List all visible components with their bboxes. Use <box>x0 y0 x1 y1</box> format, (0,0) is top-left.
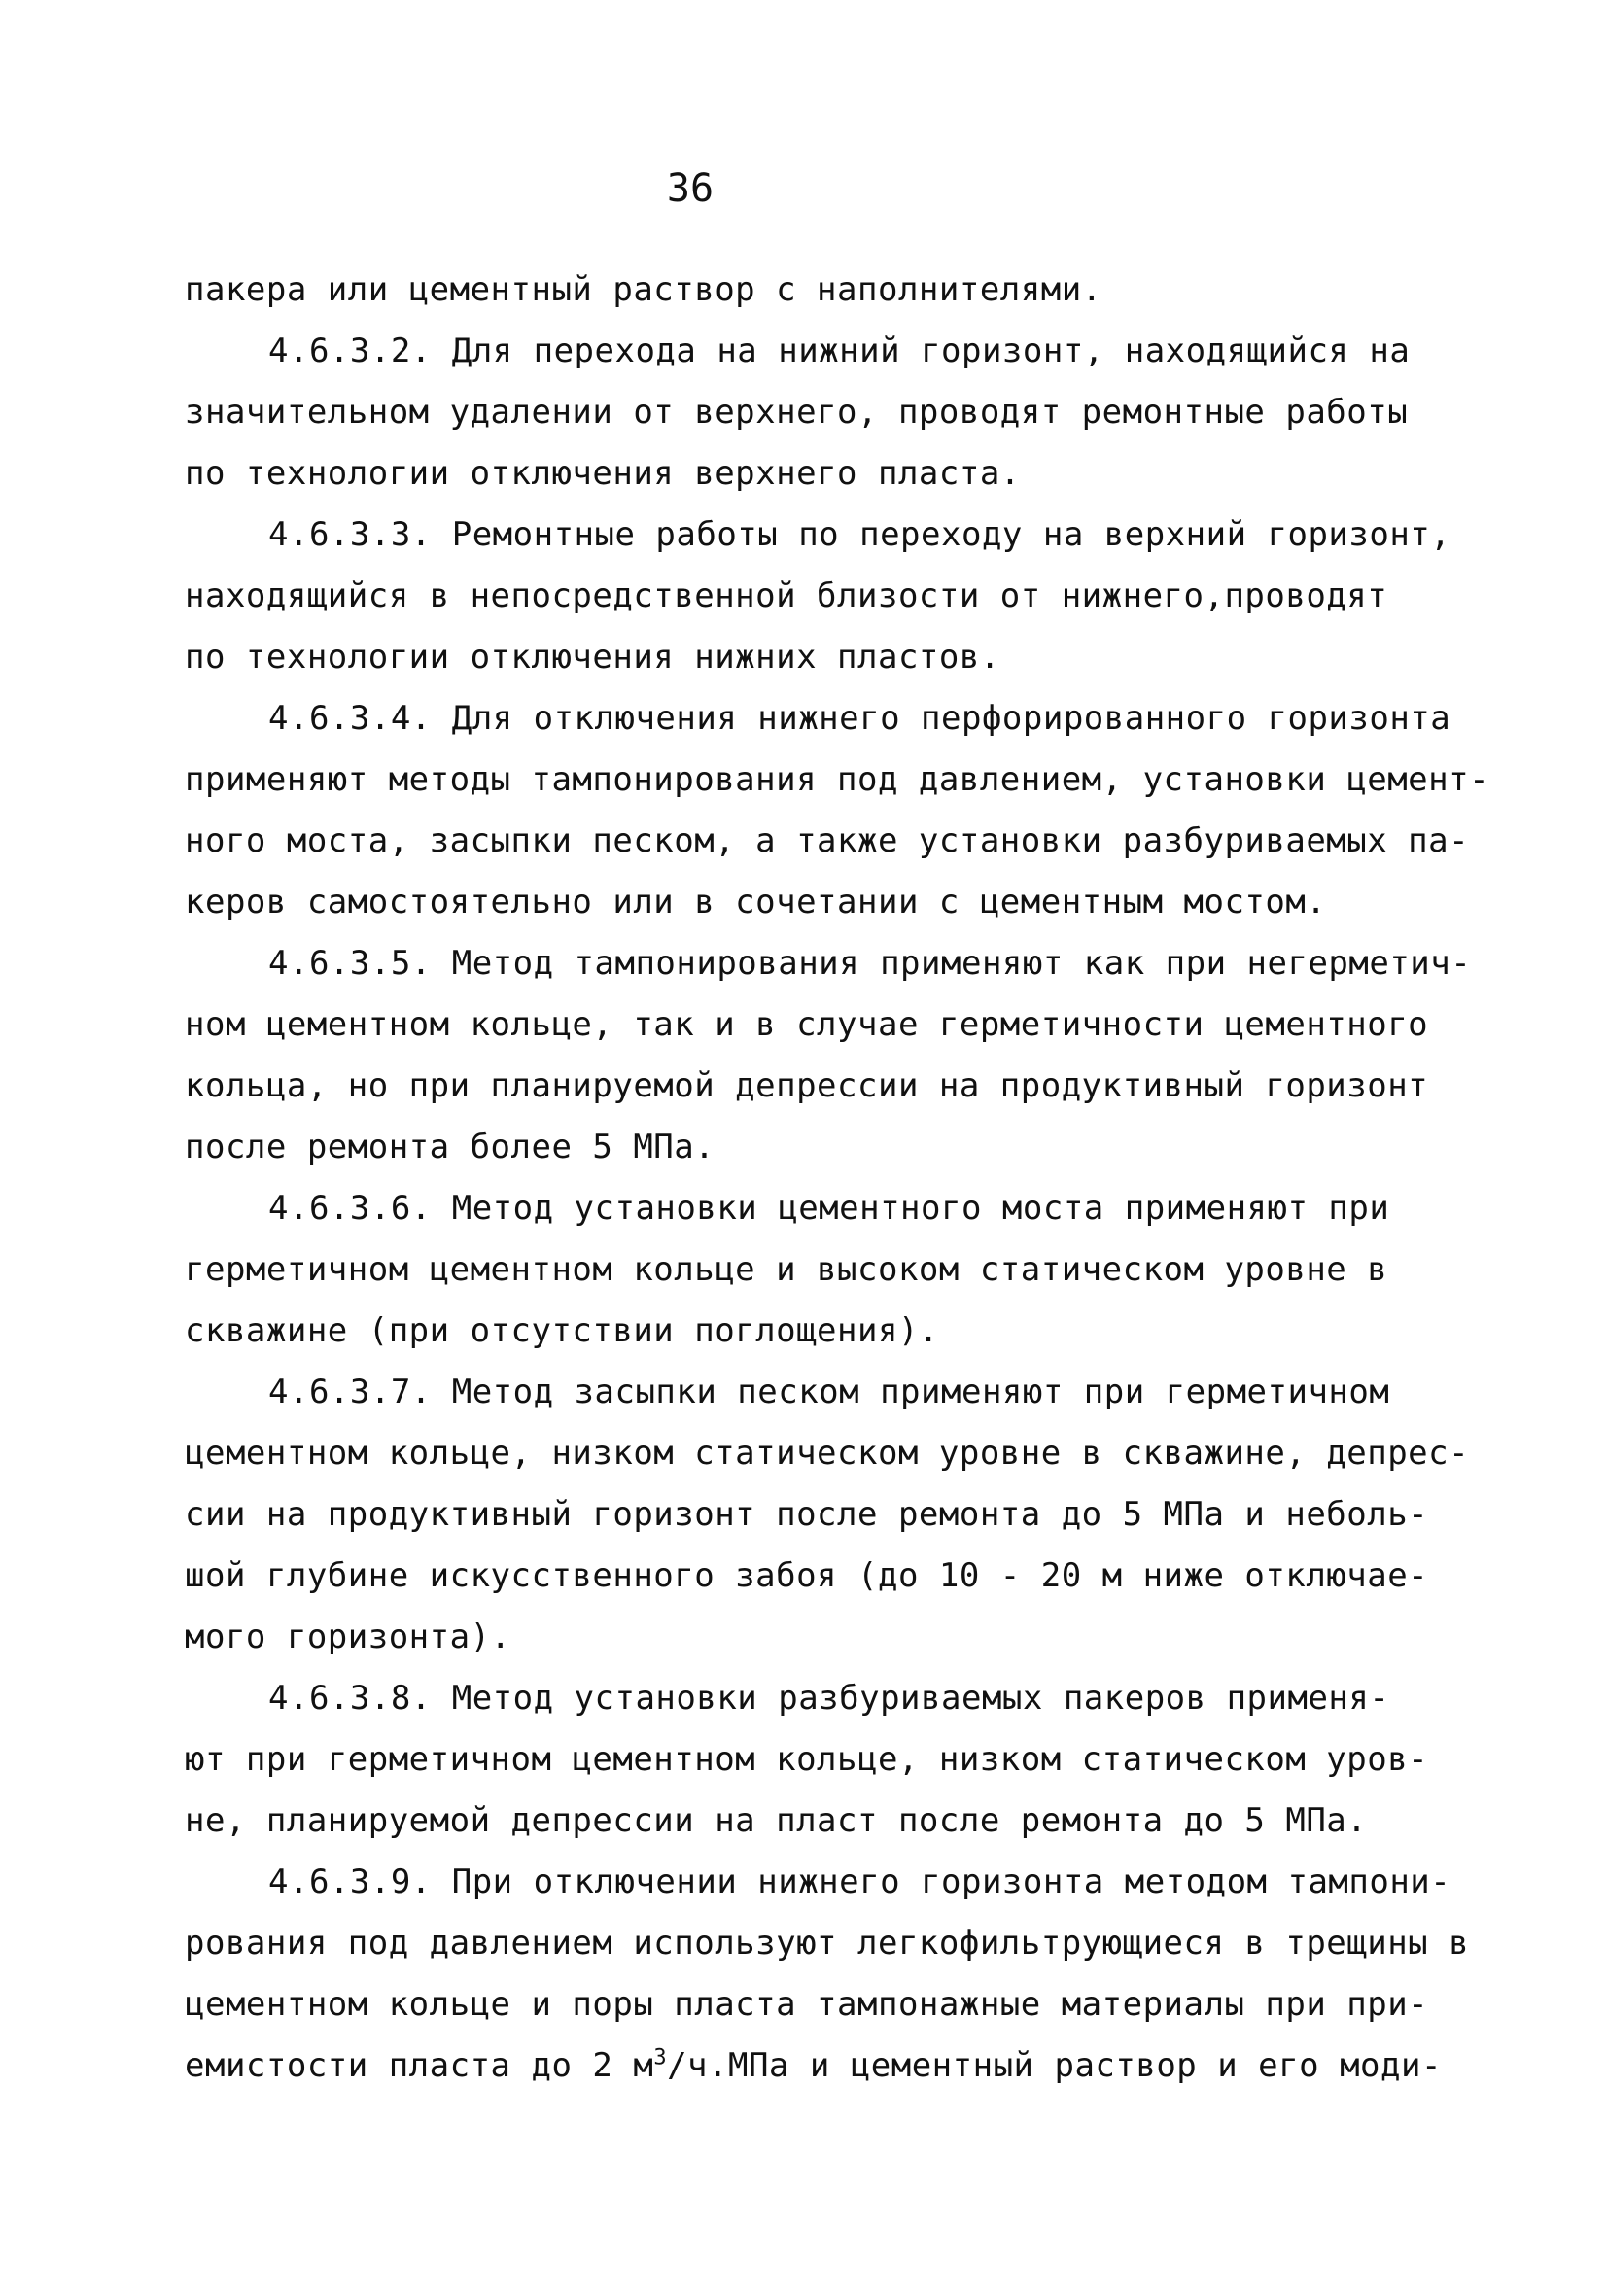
text-line <box>185 811 1470 872</box>
text-line <box>185 1484 1429 1546</box>
line-text: 4.6.3.8. Метод установки разбуриваемых пакеров применя- <box>268 1679 1390 1718</box>
paragraph-first-line <box>185 321 1410 382</box>
line-text: рования под давлением используют легкофильтрующиеся в трещины в <box>185 1924 1470 1963</box>
line-text: 4.6.3.5. Метод тампонирования применяют как при негерметич- <box>268 944 1472 983</box>
text-line <box>185 1791 1410 1852</box>
line-text: не, планируемой депрессии на пласт после ремонта до 5 МПа. <box>185 1801 1368 1840</box>
line-text: сии на продуктивный горизонт после ремонта до 5 МПа и неболь- <box>185 1495 1429 1534</box>
paragraph-first-line <box>185 933 1472 994</box>
text-line <box>185 1607 1410 1668</box>
text-line <box>185 872 1410 933</box>
line-text-continuation: /ч.МПа и цементный раствор и его моди- <box>667 2046 1442 2085</box>
line-text: 4.6.3.6. Метод установки цементного моста применяют при <box>268 1189 1390 1228</box>
text-line <box>185 994 1429 1056</box>
text-line <box>185 1729 1429 1791</box>
line-text: ном цементном кольце, так и в случае герметичности цементного <box>185 1005 1429 1044</box>
line-text: 4.6.3.3. Ремонтные работы по переходу на верхний горизонт, <box>268 515 1451 554</box>
line-text: пакера или цементный раствор с наполнителями. <box>185 270 1102 309</box>
line-text: скважине (при отсутствии поглощения). <box>185 1311 939 1350</box>
line-text: применяют методы тампонирования под давлением, установки цемент- <box>185 760 1490 799</box>
text-line <box>185 382 1410 443</box>
line-text: 4.6.3.7. Метод засыпки песком применяют при герметичном <box>268 1373 1390 1411</box>
paragraph-first-line <box>185 504 1451 566</box>
text-line <box>185 260 1410 321</box>
text-line <box>185 1301 1410 1362</box>
line-text: шой глубине искусственного забоя (до 10 - 20 м ниже отключае- <box>185 1556 1429 1595</box>
line-text: мого горизонта). <box>185 1618 511 1656</box>
line-text: 4.6.3.9. При отключении нижнего горизонта методом тампони- <box>268 1862 1451 1901</box>
line-text: емистости пласта до 2 м <box>185 2046 654 2085</box>
paragraph-first-line <box>185 1668 1410 1729</box>
text-line <box>185 566 1410 627</box>
paragraph-first-line <box>185 1178 1410 1239</box>
superscript-exponent: 3 <box>653 2045 668 2070</box>
body-text <box>185 260 1490 2097</box>
line-text: по технологии отключения верхнего пласта. <box>185 454 1021 493</box>
text-line <box>185 1423 1470 1484</box>
text-line <box>185 1239 1410 1301</box>
line-text: после ремонта более 5 МПа. <box>185 1128 716 1166</box>
text-line <box>185 2035 1442 2097</box>
text-line <box>185 1974 1429 2035</box>
paragraph-first-line <box>185 1852 1451 1913</box>
text-line <box>185 443 1410 504</box>
line-text: 4.6.3.4. Для отключения нижнего перфорированного горизонта <box>268 699 1451 738</box>
line-text: герметичном цементном кольце и высоком статическом уровне в <box>185 1250 1388 1289</box>
text-line <box>185 1546 1429 1607</box>
line-text: кольца, но при планируемой депрессии на продуктивный горизонт <box>185 1066 1429 1105</box>
line-text: по технологии отключения нижних пластов. <box>185 638 1000 677</box>
text-line <box>185 627 1410 688</box>
line-text: находящийся в непосредственной близости от нижнего,проводят <box>185 576 1388 615</box>
text-line <box>185 1056 1429 1117</box>
line-text: 4.6.3.2. Для перехода на нижний горизонт, находящийся на <box>268 331 1411 370</box>
line-text: цементном кольце, низком статическом уровне в скважине, депрес- <box>185 1434 1470 1473</box>
page-number: 36 <box>666 166 715 211</box>
line-text: цементном кольце и поры пласта тампонажные материалы при при- <box>185 1985 1429 2024</box>
text-line <box>185 1117 1410 1178</box>
paragraph-first-line <box>185 688 1451 749</box>
line-text: ного моста, засыпки песком, а также установки разбуриваемых па- <box>185 821 1470 860</box>
text-line <box>185 749 1490 811</box>
line-text: керов самостоятельно или в сочетании с цементным мостом. <box>185 883 1327 922</box>
line-text: ют при герметичном цементном кольце, низком статическом уров- <box>185 1740 1429 1779</box>
text-line <box>185 1913 1470 1974</box>
paragraph-first-line <box>185 1362 1410 1423</box>
line-text: значительном удалении от верхнего, проводят ремонтные работы <box>185 393 1409 432</box>
